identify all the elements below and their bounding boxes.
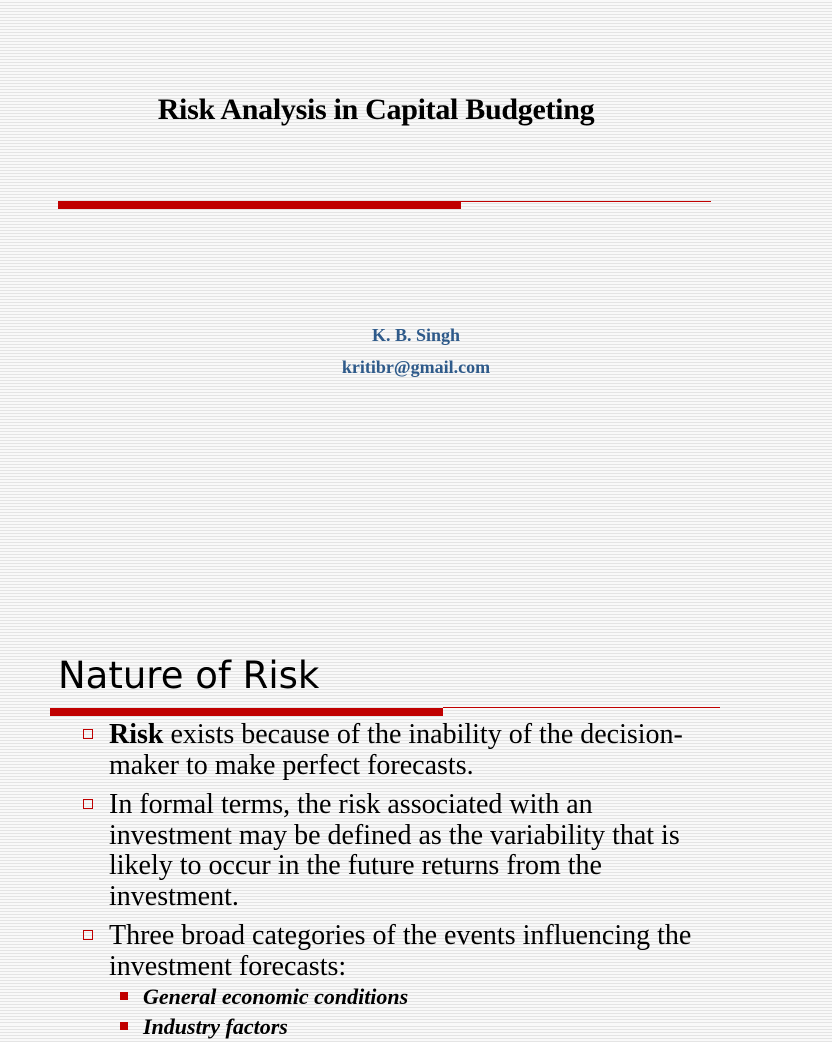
sub-bullet-text: General economic conditions [143, 984, 409, 1009]
sub-bullet-item [80, 982, 720, 1012]
bullet-text: exists because of the inability of the decision-maker to make perfect forecasts. [109, 719, 683, 781]
hollow-square-bullet-icon [83, 799, 93, 809]
bullet-item [80, 720, 720, 781]
title-accent-line [461, 201, 711, 202]
bullet-list [80, 720, 720, 1042]
sub-bullet-item [80, 1012, 720, 1042]
title-accent-bar [50, 708, 443, 716]
filled-square-bullet-icon [120, 1022, 128, 1030]
filled-square-bullet-icon [120, 992, 128, 1000]
bullet-item [80, 921, 720, 982]
sub-bullet-text: Industry factors [143, 1014, 288, 1039]
bullet-text: Three broad categories of the events influencing the investment forecasts: [109, 920, 692, 982]
bullet-emphasis: Risk [109, 719, 164, 750]
slide-title: Risk Analysis in Capital Budgeting [157, 93, 595, 126]
title-accent-line [443, 707, 720, 708]
title-accent-bar [58, 201, 461, 209]
hollow-square-bullet-icon [83, 930, 93, 940]
author-email: kritibr@gmail.com [341, 357, 491, 377]
author-name: K. B. Singh [371, 325, 461, 345]
bullet-text: In formal terms, the risk associated with an investment may be defined as the variability that is likely to occur in the future returns from the investment. [109, 789, 680, 912]
slide-title: Nature of Risk [58, 654, 320, 697]
content-slide [0, 640, 768, 1039]
hollow-square-bullet-icon [83, 729, 93, 739]
bullet-item [80, 790, 720, 912]
